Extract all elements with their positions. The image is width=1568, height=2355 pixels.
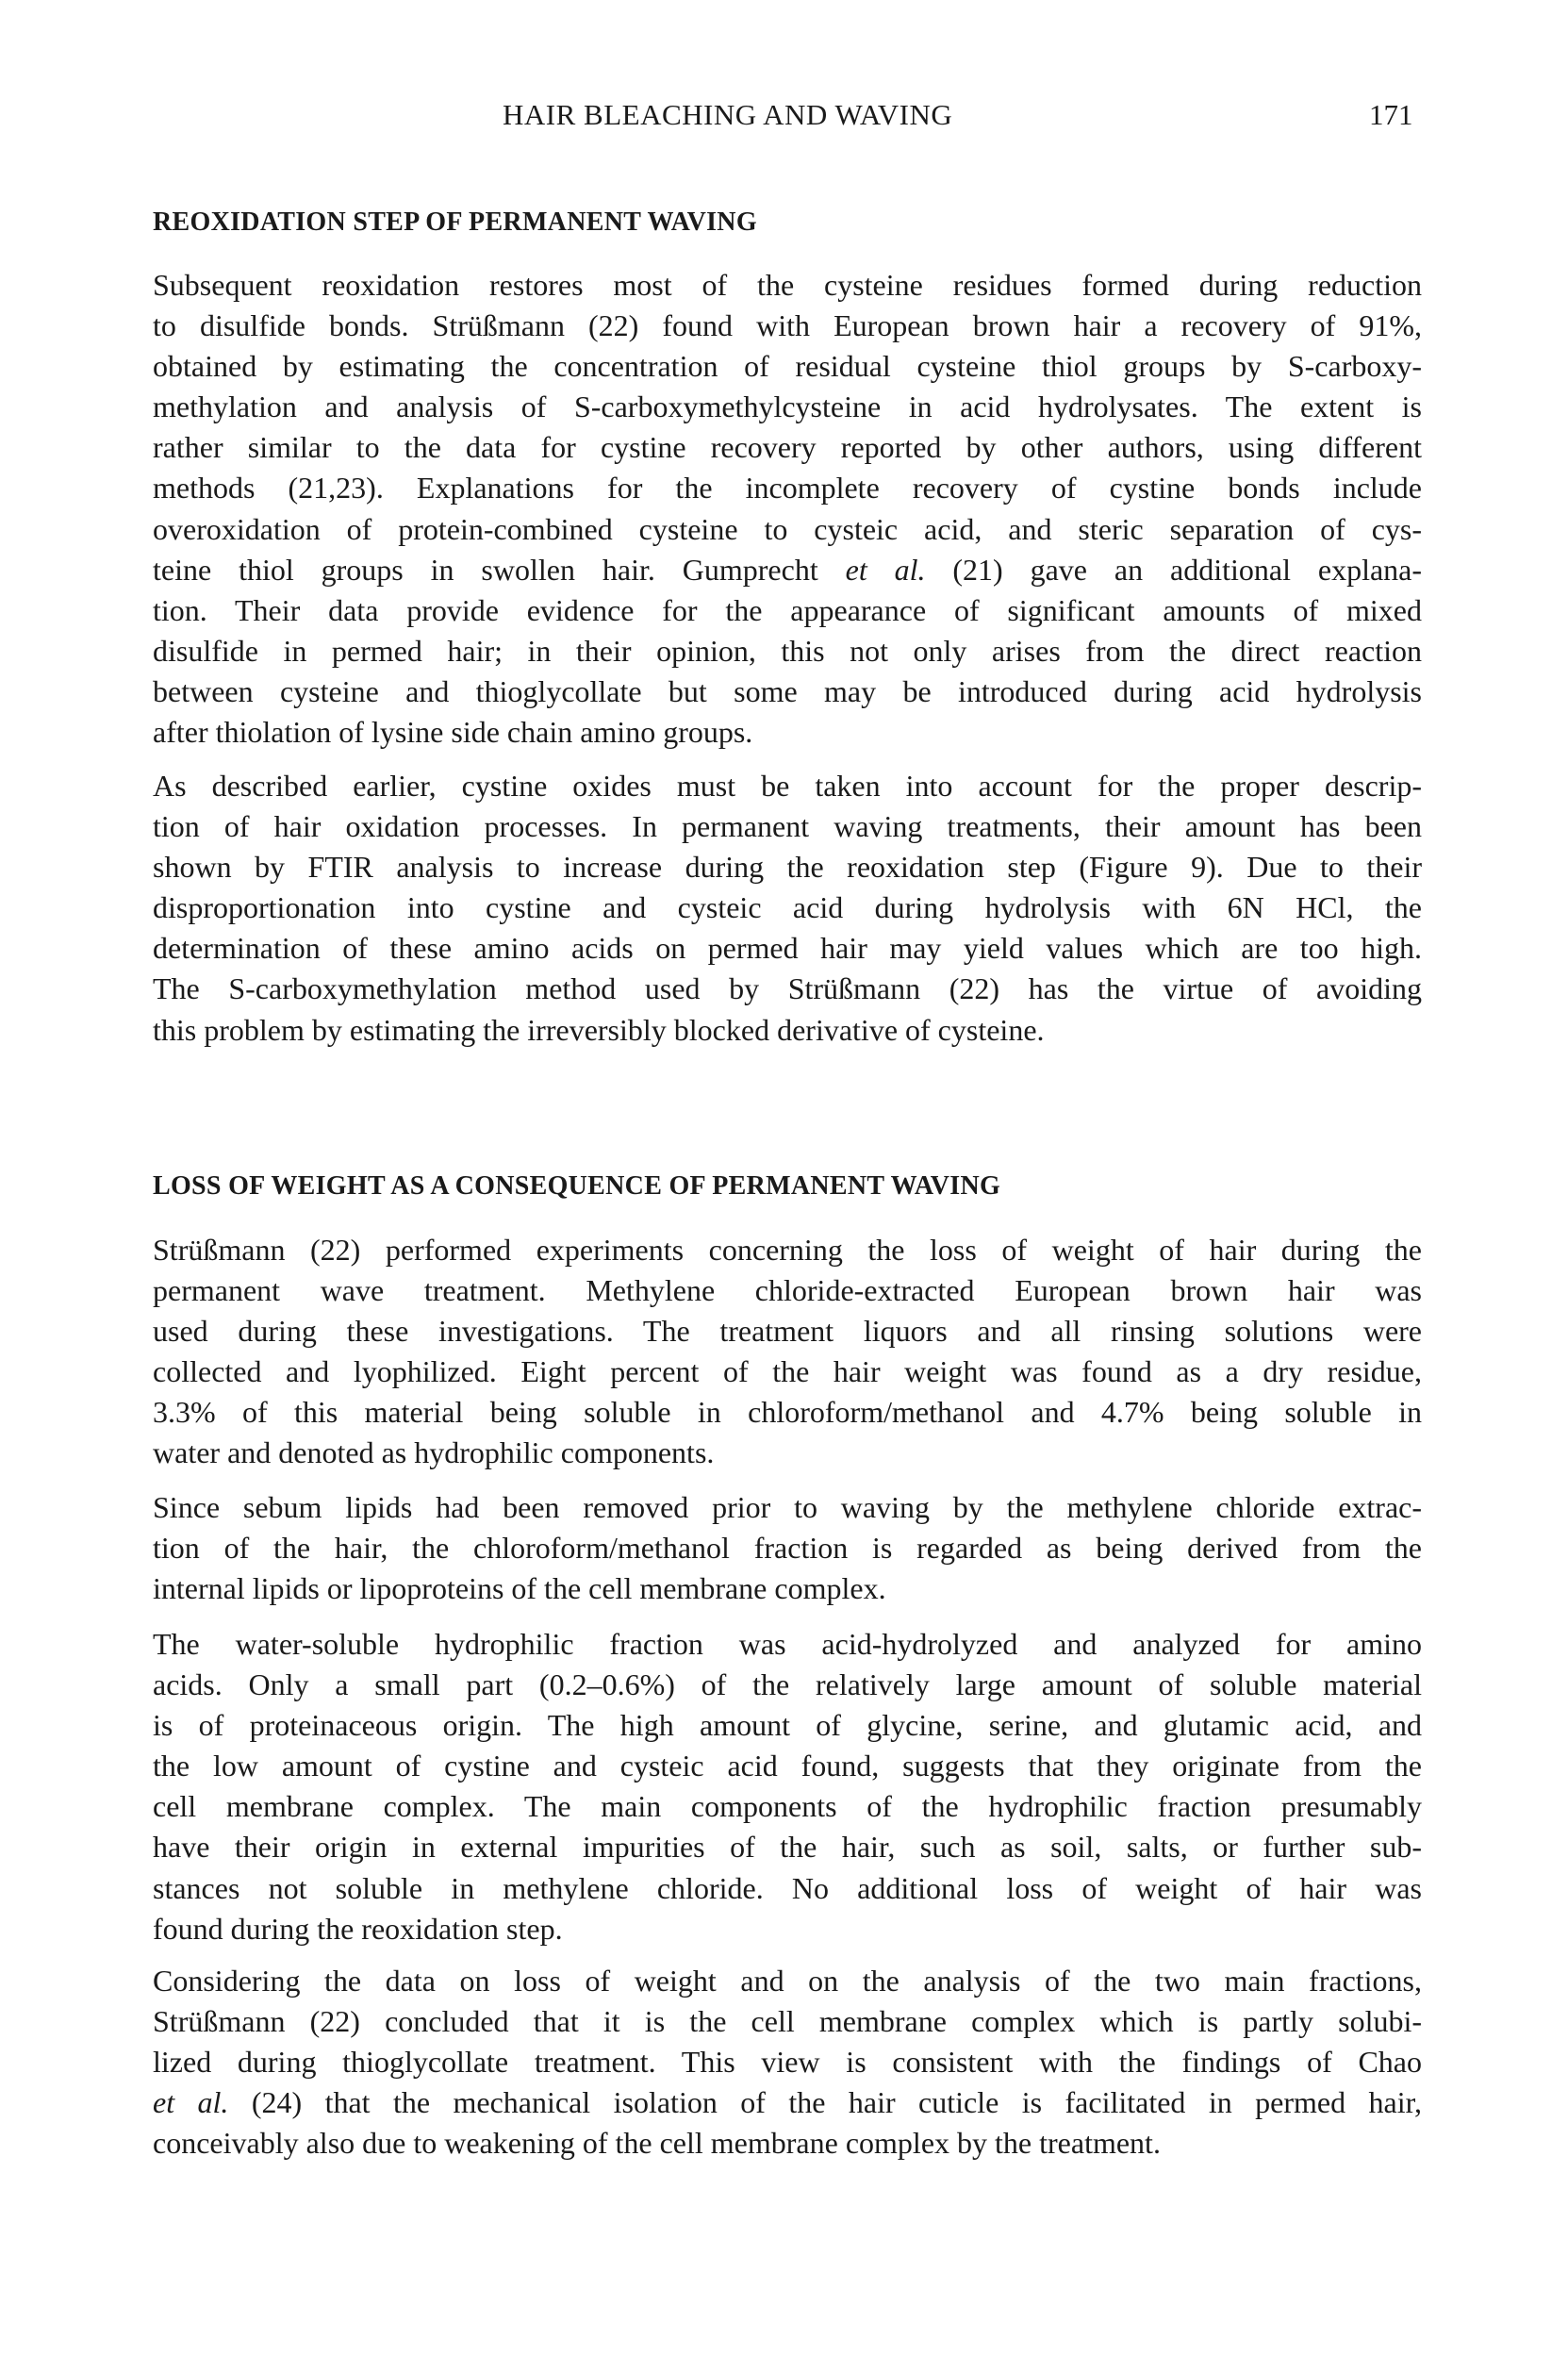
text-line: tion of the hair, the chloroform/methanol fraction is regarded as being derived from the	[153, 1531, 1422, 1566]
text-line: disproportionation into cystine and cysteic acid during hydrolysis with 6N HCl, the	[153, 890, 1422, 925]
text-line: stances not soluble in methylene chloride. No additional loss of weight of hair was	[153, 1870, 1422, 1905]
text-line: the low amount of cystine and cysteic acid found, suggests that they originate from the	[153, 1749, 1422, 1783]
text-line: acids. Only a small part (0.2–0.6%) of the relatively large amount of soluble material	[153, 1667, 1422, 1702]
section-heading-loss-of-weight: LOSS OF WEIGHT AS A CONSEQUENCE OF PERMANENT WAVING	[153, 1171, 1001, 1201]
text-line: Since sebum lipids had been removed prior to waving by the methylene chloride extrac-	[153, 1490, 1422, 1524]
text-line: obtained by estimating the concentration of residual cysteine thiol groups by S-carboxy-	[153, 349, 1422, 384]
text-line: 3.3% of this material being soluble in chloroform/methanol and 4.7% being soluble in	[153, 1395, 1422, 1430]
text-segment: (24) that the mechanical isolation of the hair cuticle is facilitated in permed hair,	[228, 2085, 1423, 2120]
text-line: disulfide in permed hair; in their opinion, this not only arises from the direct reaction	[153, 633, 1422, 668]
text-segment: (21) gave an additional explana-	[925, 552, 1423, 587]
text-line: lized during thioglycollate treatment. This view is consistent with the findings of Chao	[153, 2045, 1422, 2080]
text-line: rather similar to the data for cystine recovery reported by other authors, using different	[153, 430, 1422, 465]
text-line: this problem by estimating the irreversibly blocked derivative of cysteine.	[153, 1012, 1045, 1047]
paragraph	[153, 1487, 1422, 1609]
text-line: tion of hair oxidation processes. In permanent waving treatments, their amount has been	[153, 809, 1422, 844]
text-line: Considering the data on loss of weight and on the analysis of the two main fractions,	[153, 1964, 1422, 1998]
text-line: used during these investigations. The treatment liquors and all rinsing solutions were	[153, 1314, 1422, 1349]
text-line: water and denoted as hydrophilic components.	[153, 1435, 715, 1470]
text-line: found during the reoxidation step.	[153, 1911, 563, 1946]
text-line: As described earlier, cystine oxides must be taken into account for the proper descrip-	[153, 769, 1422, 803]
text-line: Strüßmann (22) concluded that it is the cell membrane complex which is partly solubi-	[153, 2004, 1422, 2039]
section-heading-reoxidation: REOXIDATION STEP OF PERMANENT WAVING	[153, 207, 757, 237]
text-line: determination of these amino acids on permed hair may yield values which are too high.	[153, 931, 1422, 966]
running-head-title: HAIR BLEACHING AND WAVING	[503, 98, 953, 131]
text-line: overoxidation of protein-combined cysteine to cysteic acid, and steric separation of cys-	[153, 511, 1422, 546]
text-line: internal lipids or lipoproteins of the cell membrane complex.	[153, 1571, 886, 1606]
text-line: The water-soluble hydrophilic fraction was acid-hydrolyzed and analyzed for amino	[153, 1627, 1422, 1661]
page-number: 171	[1369, 98, 1413, 131]
text-line: have their origin in external impurities of the hair, such as soil, salts, or further sub-	[153, 1830, 1422, 1865]
text-line: after thiolation of lysine side chain amino groups.	[153, 715, 753, 750]
text-line	[153, 2082, 1422, 2123]
italic-text: et al.	[153, 2085, 229, 2120]
paragraph	[153, 265, 1422, 753]
paragraph	[153, 1624, 1422, 1949]
paragraph	[153, 1230, 1422, 1474]
text-line: Strüßmann (22) performed experiments concerning the loss of weight of hair during the	[153, 1233, 1422, 1267]
text-line: is of proteinaceous origin. The high amount of glycine, serine, and glutamic acid, and	[153, 1708, 1422, 1743]
text-line: methods (21,23). Explanations for the incomplete recovery of cystine bonds include	[153, 471, 1422, 506]
paragraph	[153, 1961, 1422, 2164]
text-line: Subsequent reoxidation restores most of the cysteine residues formed during reduction	[153, 268, 1422, 302]
text-line: to disulfide bonds. Strüßmann (22) found with European brown hair a recovery of 91%,	[153, 308, 1422, 343]
text-segment: teine thiol groups in swollen hair. Gumprecht	[153, 552, 846, 587]
text-line: The S-carboxymethylation method used by Strüßmann (22) has the virtue of avoiding	[153, 971, 1422, 1006]
text-line: between cysteine and thioglycollate but some may be introduced during acid hydrolysis	[153, 673, 1422, 708]
text-line: methylation and analysis of S-carboxymethylcysteine in acid hydrolysates. The extent is	[153, 390, 1422, 424]
text-line: cell membrane complex. The main components of the hydrophilic fraction presumably	[153, 1789, 1422, 1824]
text-line	[153, 550, 1422, 590]
italic-text: et al.	[845, 552, 926, 587]
text-line: conceivably also due to weakening of the cell membrane complex by the treatment.	[153, 2126, 1161, 2161]
paragraph	[153, 766, 1422, 1051]
text-line: permanent wave treatment. Methylene chloride-extracted European brown hair was	[153, 1273, 1422, 1308]
text-line: collected and lyophilized. Eight percent of the hair weight was found as a dry residue,	[153, 1354, 1422, 1389]
text-line: shown by FTIR analysis to increase during the reoxidation step (Figure 9). Due to their	[153, 850, 1422, 885]
text-line: tion. Their data provide evidence for the appearance of significant amounts of mixed	[153, 592, 1422, 627]
